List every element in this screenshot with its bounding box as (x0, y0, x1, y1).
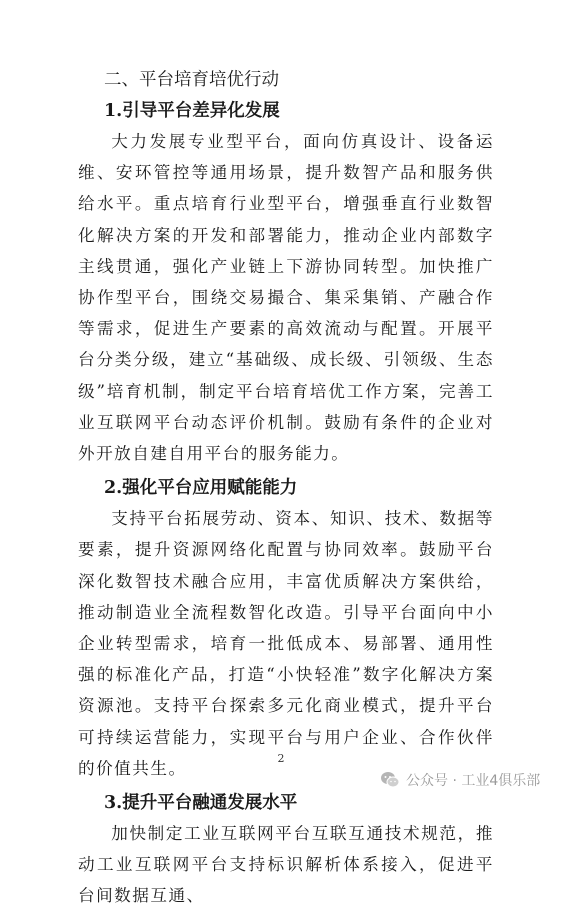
paragraph-1: 大力发展专业型平台，面向仿真设计、设备运维、安环管控等通用场景，提升数智产品和服务供给水平。重点培育行业型平台，增强垂直行业数智化解决方案的开发和部署能力，推动企业内部数字主线贯通，强化产业链上下游协同转型。加快推广协作型平台，围绕交易撮合、集采集销、产融合作等需求，促进生产要素的高效流动与配置。开展平台分类分级，建立“基础级、成长级、引领级、生态级”培育机制，制定平台培育培优工作方案，完善工业互联网平台动态评价机制。鼓励有条件的企业对外开放自建自用平台的服务能力。 (78, 132, 494, 464)
watermark (380, 770, 540, 790)
wechat-icon (380, 771, 400, 789)
paragraph-2: 支持平台拓展劳动、资本、知识、技术、数据等要素，提升资源网络化配置与协同效率。鼓励平台深化数智技术融合应用，丰富优质解决方案供给，推动制造业全流程数智化改造。引导平台面向中小企业转型需求，培育一批低成本、易部署、通用性强的标准化产品，打造“小快轻准”数字化解决方案资源池。支持平台探索多元化商业模式，提升平台可持续运营能力，实现平台与用户企业、合作伙伴的价值共生。 (78, 509, 494, 778)
subsection-title-1: 1.引导平台差异化发展 (104, 101, 280, 121)
page-number: 2 (277, 752, 285, 765)
watermark-text: 公众号 · 工业4俱乐部 (406, 773, 541, 789)
subsection-title-2: 2.强化平台应用赋能能力 (104, 478, 298, 499)
section-heading: 二、平台培育培优行动 (104, 70, 279, 90)
subsection-title-3: 3.提升平台融通发展水平 (104, 793, 298, 814)
paragraph-3: 加快制定工业互联网平台互联互通技术规范，推动工业互联网平台支持标识解析体系接入，促进平台间数据互通、 (78, 824, 494, 906)
